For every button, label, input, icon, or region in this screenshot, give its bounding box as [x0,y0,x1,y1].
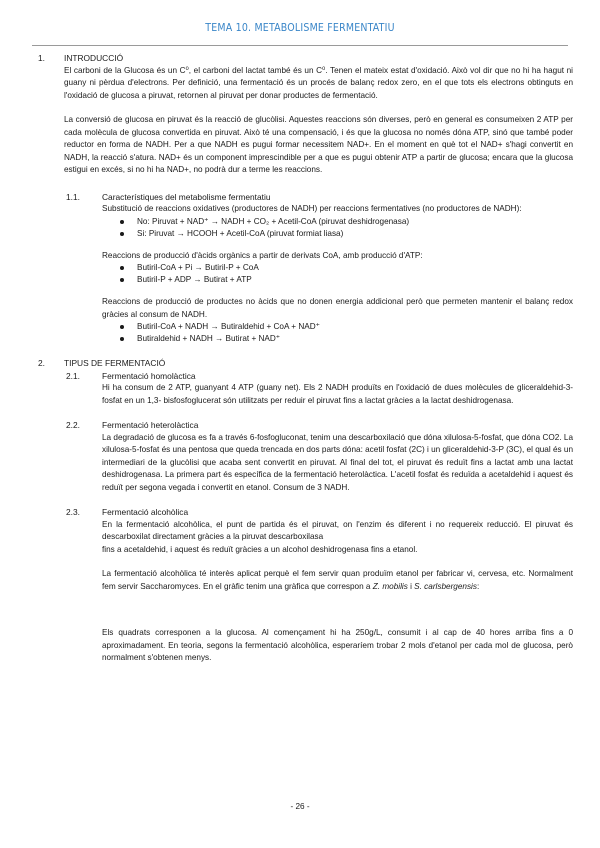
list-item: Butiril-P + ADP → Butirat + ATP [137,274,600,286]
subsection-heading-2-2 [0,419,600,432]
reaction-list-3 [0,321,600,345]
title-divider [32,45,568,46]
heterolactic-paragraph: La degradació de glucosa es fa a través 6-fosfogluconat, tenim una descarboxilació que dóna xilulosa-5-fosfat, que dóna CO2. La xilulosa-5-fosfat és una pentosa que queda trencada en dos parts dóna: acetil fosfat (2C) i un gliceraldehid-3-P (3C), el qual és un intermediari de la glucòlisi que acaba sent convertit en piruvat. Al final del tot, el piruvat és reduït fins a lactat amb una lactat deshidrogenasa. La primera part és específica de la fermentació heterolàctica. L'acetil fosfat és reduïda a acetaldehid i aquest és reduït per segona vegada i convertit en etanol. Consum de 3 NADH. [102,432,573,492]
list-item: Butiril-CoA + Pi → Butiril-P + CoA [137,262,600,274]
section-heading-1 [0,52,600,65]
figure-placeholder [0,593,600,627]
list-item: Butiril-CoA + NADH → Butiraldehid + CoA + NAD⁺ [137,321,600,333]
bullet-icon [120,232,124,236]
subsection-title: Fermentació alcohòlica [102,507,189,517]
reaction-list-1 [0,216,600,240]
subsection-heading-2-1 [0,370,600,383]
subsection-number: 2.2. [66,420,80,430]
alcoholic-paragraph-1b: fins a acetaldehid, i aquest és reduït gràcies a un alcohol deshidrogenasa fins a etanol. [102,544,418,554]
subsection-heading-2-3 [0,506,600,519]
list-item: Si: Piruvat → HCOOH + Acetil-CoA (piruvat formiat liasa) [137,228,600,240]
characteristics-intro-3: Reaccions de producció de productes no àcids que no donen energia addicional però que permeten mantenir el balanç redox gràcies al consum de NADH. [102,297,573,319]
bullet-icon [120,278,124,282]
alcoholic-paragraph-2: La fermentació alcohòlica té interès aplicat perquè el fem servir quan produïm etanol per fabricar vi, cervesa, etc. Normalment fem servir Saccharomyces. En el gràfic tenim una gràfica que correspon a Z. mobilis i S. carlsbergensis: [102,569,573,591]
subsection-number: 2.1. [66,370,80,381]
species-name: Z. mobilis [372,581,408,591]
section-number: 1. [38,53,45,63]
section-heading-2 [0,357,600,370]
section-title: INTRODUCCIÓ [64,53,124,63]
intro-paragraph-1: El carboni de la Glucosa és un C⁰, el carboni del lactat també és un C⁰. Tenen el mateix estat d'oxidació. Això vol dir que no hi ha hagut ni guany ni pèrdua d'electrons. Per definició, una fermentació és un procés de balanç redox zero, en el que tots els electrons obtinguts en l'oxidació de glucosa a piruvat, retornen al piruvat per donar productes de fermentació. [64,65,573,100]
list-item: No: Piruvat + NAD⁺ → NADH + CO₂ + Acetil-CoA (piruvat deshidrogenasa) [137,216,600,228]
page-title: TEMA 10. METABOLISME FERMENTATIU [205,22,395,34]
alcoholic-paragraph-1a: En la fermentació alcohòlica, el punt de partida és el piruvat, on l'enzim és diferent i no requereix reducció. El piruvat és descarboxilat directament gràcies a la piruvat descarboxilasa [102,519,573,541]
subsection-title: Fermentació heterolàctica [102,420,199,430]
homolactic-paragraph: Hi ha consum de 2 ATP, guanyant 4 ATP (guany net). Els 2 NADH produïts en l'oxidació de dues molècules de gliceraldehid-3-fosfat en un 1,3- bisfosfoglucerat són utilitzats per reduir el piruvat fins a lactat gràcies a la lactat deshidrogenasa. [102,383,573,405]
bullet-icon [120,337,124,341]
alcoholic-paragraph-3: Els quadrats corresponen a la glucosa. Al començament hi ha 250g/L, consumit i al cap de 40 hores arriba fins a 0 aproximadament. En teoria, segons la fermentació alcohòlica, esperaríem trobar 2 mols d'etanol per cada mol de glucosa, però normalment s'obtenen menys. [102,628,573,662]
subsection-title: Característiques del metabolisme fermentatiu [102,191,271,202]
list-item: Butiraldehid + NADH → Butirat + NAD⁺ [137,333,600,345]
section-title: TIPUS DE FERMENTACIÓ [64,358,166,368]
bullet-icon [120,220,124,224]
section-number: 2. [38,358,45,368]
species-name: S. carlsbergensis [414,581,477,591]
reaction-list-2 [0,262,600,286]
bullet-icon [120,266,124,270]
document-body [0,52,600,665]
subsection-heading-1-1 [0,191,600,204]
bullet-icon [120,325,124,329]
subsection-title: Fermentació homolàctica [102,370,196,381]
subsection-number: 1.1. [66,191,80,202]
characteristics-intro-2: Reaccions de producció d'àcids orgànics a partir de derivats CoA, amb producció d'ATP: [102,250,423,260]
intro-paragraph-2: La conversió de glucosa en piruvat és la reacció de glucòlisi. Aquestes reaccions són diverses, però en general es consumeixen 2 ATP per cada molècula de glucosa convertida en piruvat. Això té una compensació, i és que la glucosa no només dóna ATP, sinó que també poder reductor en forma de NADH. Per a que NADH es pugui formar necessitem NAD+. En el moment en què tot el NAD+ s'hagi convertit en NADH, la reacció s'atura. NAD+ és un component imprescindible per a que es pugui obtenir ATP a partir de glucosa; encara que la glucosa estigui en excés, si no hi ha NAD+, no podrà dur a terme les reaccions. [64,115,573,174]
subsection-number: 2.3. [66,507,80,517]
page-number: - 26 - [290,802,310,811]
characteristics-intro-1: Substitució de reaccions oxidatives (productores de NADH) per reaccions fermentatives (no productores de NADH): [102,204,522,213]
